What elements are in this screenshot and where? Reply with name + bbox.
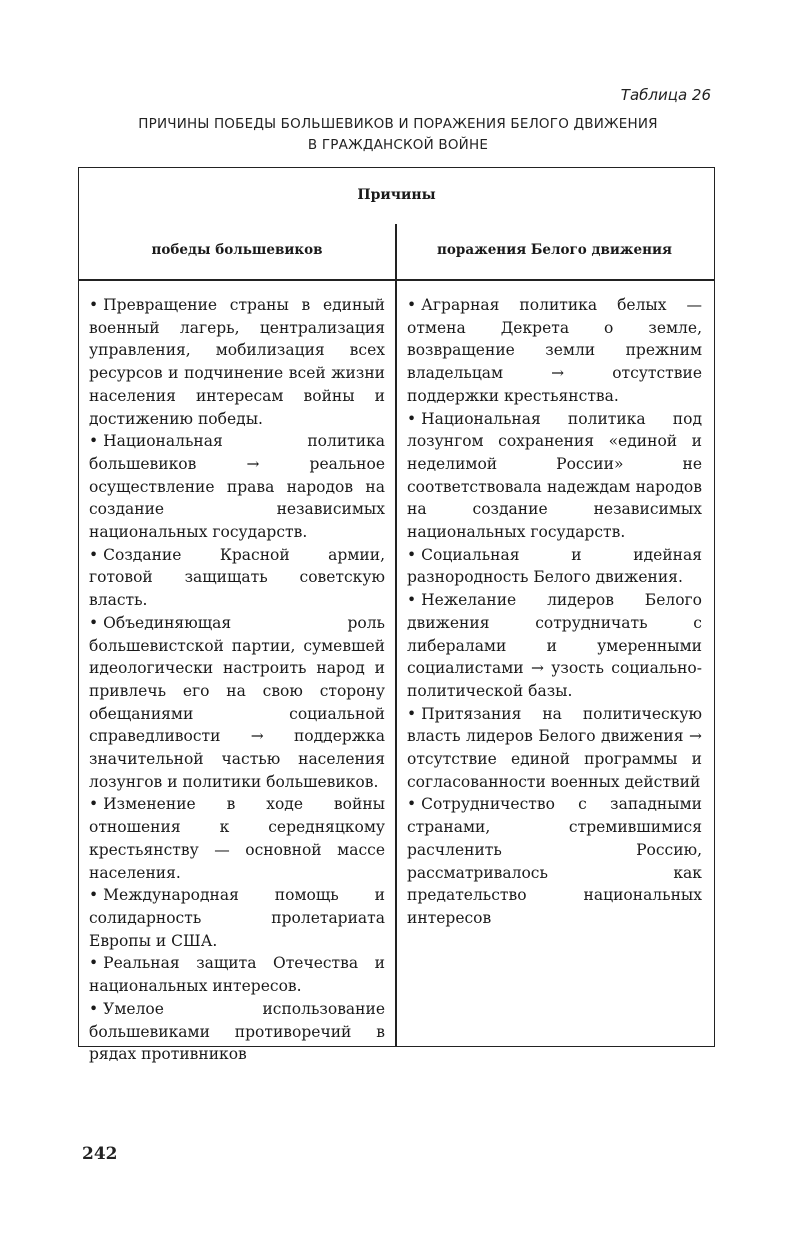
list-item: • Социальная и идейная разнородность Белого движения.: [407, 545, 702, 587]
list-item: • Международная помощь и солидарность пролетариата Европы и США.: [89, 886, 385, 950]
list-item: • Нежелание лидеров Белого движения сотрудничать с либералами и умеренными социалистами → узость социально-политической базы.: [407, 591, 702, 700]
table-label: Таблица 26: [620, 86, 711, 104]
list-item: • Реальная защита Отечества и национальных интересов.: [89, 954, 385, 996]
list-item: • Превращение страны в единый военный лагерь, централизация управления, мобилизация всех ресурсов и подчинение всей жизни населения интересам войны и достижению победы.: [89, 296, 385, 428]
causes-table: [78, 167, 715, 1064]
white-defeat-causes: [407, 294, 702, 930]
page-number: 242: [82, 1144, 118, 1164]
table-title: [80, 114, 716, 156]
bolshevik-victory-causes: [89, 294, 385, 1066]
list-item: • Притязания на политическую власть лидеров Белого движения → отсутствие единой программы и согласованности военных действий: [407, 704, 702, 791]
header-white-defeat: поражения Белого движения: [437, 242, 672, 258]
title-line-1: ПРИЧИНЫ ПОБЕДЫ БОЛЬШЕВИКОВ И ПОРАЖЕНИЯ БЕЛОГО ДВИЖЕНИЯ: [138, 116, 658, 132]
title-line-2: В ГРАЖДАНСКОЙ ВОЙНЕ: [307, 137, 489, 153]
list-item: • Изменение в ходе войны отношения к середняцкому крестьянству — основной массе населения.: [89, 795, 385, 882]
list-item: • Национальная политика большевиков → реальное осуществление права народов на создание независимых национальных государств.: [89, 432, 385, 542]
list-item: • Сотрудничество с западными странами, стремившимися расчленить Россию, рассматривалось как предательство национальных интересов: [407, 795, 702, 927]
header-bolshevik-victory: победы большевиков: [151, 242, 323, 258]
list-item: • Создание Красной армии, готовой защищать советскую власть.: [89, 545, 385, 610]
list-item: • Аграрная политика белых — отмена Декрета о земле, возвращение земли прежним владельцам → отсутствие поддержки крестьянства.: [407, 296, 702, 405]
column-divider-body: [395, 279, 397, 1046]
header-divider: [79, 279, 714, 281]
list-item: • Умелое использование большевиками противоречий в рядах противников: [89, 999, 385, 1064]
header-causes: Причины: [357, 187, 436, 203]
list-item: • Объединяющая роль большевистской партии, сумевшей идеологически настроить народ и привлечь его на свою сторону обещаниями социальной справедливости → поддержка значительной частью населения лозунгов и политики большевиков.: [89, 613, 385, 791]
list-item: • Национальная политика под лозунгом сохранения «единой и неделимой России» не соответствовала надеждам народов на создание независимых национальных государств.: [407, 409, 702, 542]
